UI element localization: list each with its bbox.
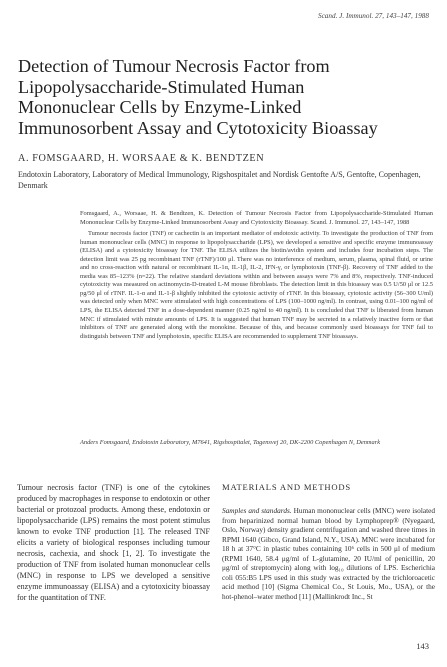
methods-text: Human mononuclear cells (MNC) were isolated from heparinized normal human blood by Lymphoprep® (Nyegaard, Oslo, Norway) density gradient centrifugation and washed three times in RPMI 1640 (Gibco, Grand Island, N.Y., USA). MNC were incubated for 18 h at 37°C in plastic tubes containing 10⁶ cells in 500 μl of medium (RPMI 1640, 58.4 μg/ml of L-glutamine, 20 IU/ml of penicillin, 20 μg/ml of streptomycin) along with log₁₀ dilutions of LPS. Escherichia coli 055:B5 LPS used in this study was extracted by the trichloroacetic acid method [10] (Sigma Chemical Co., St Louis, Mo., USA), or the hot-phenol–water method [11] (Mallinkrodt Inc., St [222, 506, 436, 601]
affiliation: Endotoxin Laboratory, Laboratory of Medical Immunology, Rigshospitalet and Nordisk Gentofte A/S, Gentofte, Copenhagen, Denmark [18, 170, 421, 191]
methods-column [222, 483, 435, 601]
introduction-paragraph: Tumour necrosis factor (TNF) is one of the cytokines produced by macrophages in response to endotoxin or other bacterial or protozoal products. Among these, endotoxin or lipopolysaccharide (LPS) remains the most potent stimulus known to evoke TNF production [1]. The released TNF elicits a variety of biological responses including tumour necrosis, cachexia, and shock [1, 2]. To investigate the production of TNF from isolated human mononuclear cells (MNC) in response to LPS we developed a sensitive enzyme immunoassay (ELISA) and a cytotoxicity bioassay for the quantitation of TNF. [17, 483, 210, 602]
title-line: Lipopolysaccharide-Stimulated Human [18, 76, 305, 97]
title-line: Detection of Tumour Necrosis Factor from [18, 56, 330, 76]
title-line: Immunosorbent Assay and Cytotoxicity Bioassay [18, 117, 378, 138]
abstract-citation: Fomsgaard, A., Worsaae, H. & Bendtzen, K. Detection of Tumour Necrosis Factor from Lipopolysaccharide-Stimulated Human Mononuclear Cells by Enzyme-Linked Immunosorbent Assay and Cytotoxicity Bioassay. Scand. J. Immunol. 27, 143–147, 1988 [80, 210, 433, 226]
methods-paragraph [222, 506, 435, 601]
correspondence-address: Anders Fomsgaard, Endotoxin Laboratory, M7641, Rigshospitalet, Tagensvej 20, DK-2200 Copenhagen N, Denmark [80, 439, 381, 446]
subsection-heading: Samples and standards. [222, 506, 292, 516]
page-number: 143 [416, 641, 429, 651]
article-title [18, 56, 438, 138]
abstract-block [80, 210, 433, 344]
abstract-text: Tumour necrosis factor (TNF) or cachectin is an important mediator of endotoxic activity. To investigate the production of TNF from human mononuclear cells (MNC) in response to lipopolysaccharide (LPS), we developed a sensitive and specific enzyme immunoassay (ELISA) and a cytotoxicity bioassay for TNF. The ELISA utilizes the biotin/avidin system and includes four incubation steps. The detection limit was 25 pg recombinant TNF (rTNF)/100 μl. There was no interference of medium, serum, plasma, spinal fluid, or urine and no cross-reaction with natural or recombinant IL-1α, IL-1β, IL-2, IFN-γ, or lymphotoxin (TNF-β). Recovery of TNF added to the media was 85–123% (n=22). The relative standard deviations within and between assays were 7% and 8%, respectively. TNF-induced cytotoxicity was measured on actinomycin-D-treated L-M mouse fibroblasts. The detection limit in this bioassay was 0.5 U/50 μl or 12.5 pg/50 μl of rTNF. IL-1-α and IL-1-β slightly inhibited the cytotoxic activity of rTNF. In this bioassay, cytotoxic activity (56–300 U/ml) was detected only when MNC were stimulated with high concentrations of LPS (100–1000 ng/ml). In contrast, using 0.01–100 ng/ml of LPS, the ELISA detected TNF in a dose-dependent manner (0.25 ng/ml to 40 ng/ml). It is concluded that TNF is liberated from human MNC if stimulated with minute amounts of LPS. It is suggested that human TNF may be secreted in a relatively inactive form or that inhibitors of TNF are generated along with the monokine. Because of this, and because commonly used bioassays for TNF fail to distinguish between TNF and lymphotoxin, specific ELISA are recommended to supplement TNF bioassays. [80, 230, 433, 340]
author-list: A. FOMSGAARD, H. WORSAAE & K. BENDTZEN [18, 153, 265, 164]
journal-citation-header: Scand. J. Immunol. 27, 143–147, 1988 [318, 12, 429, 20]
introduction-column [17, 483, 210, 603]
section-heading: MATERIALS AND METHODS [222, 482, 352, 492]
title-line: Mononuclear Cells by Enzyme-Linked [18, 97, 302, 117]
